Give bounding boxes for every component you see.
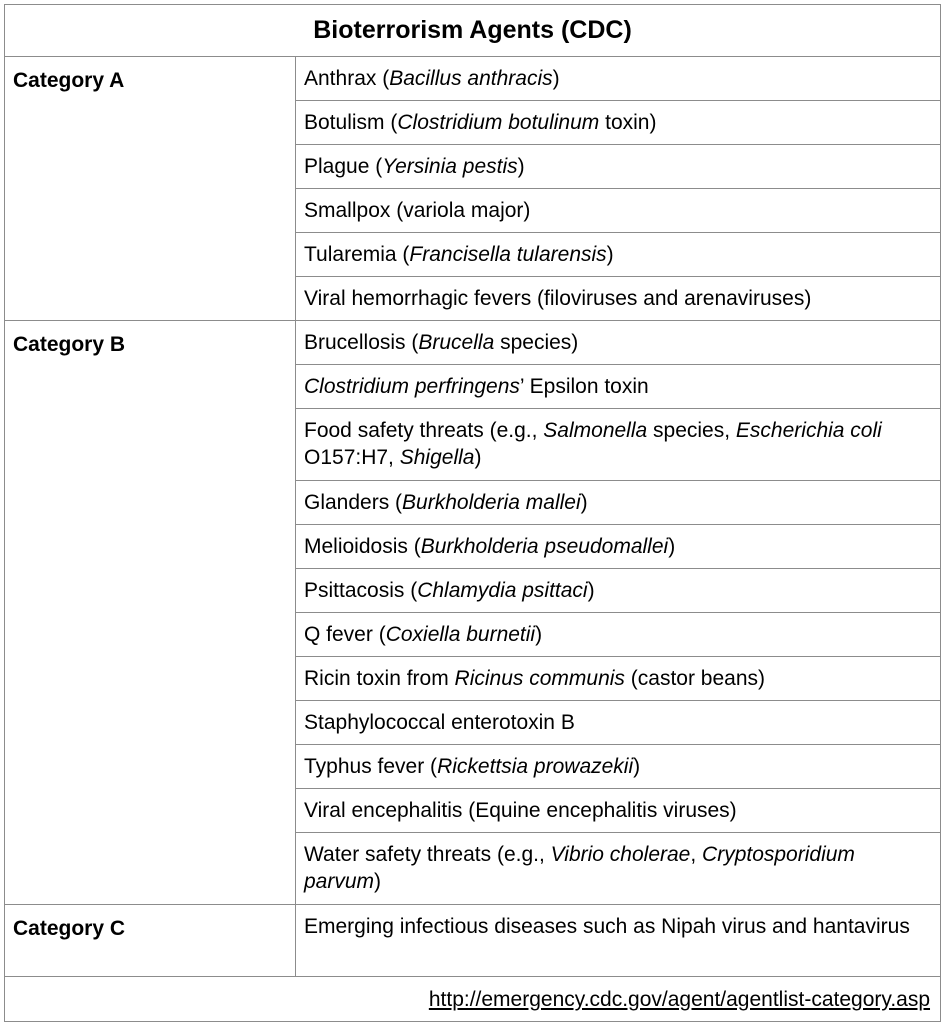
agent-cell [296,745,941,789]
agent-species-name: Salmonella [543,419,648,442]
agent-text: ’ Epsilon toxin [519,375,649,398]
agent-species-name: Rickettsia prowazekii [437,755,634,778]
bioterrorism-agents-table [4,4,941,1022]
agent-cell [296,905,941,977]
table-row [5,905,941,977]
agent-text: Tularemia ( [304,243,410,266]
agent-cell [296,365,941,409]
agent-species-name: Clostridium perfringens [304,375,520,398]
agent-cell [296,613,941,657]
agent-species-name: Chlamydia psittaci [417,579,588,602]
agent-species-name: Francisella tularensis [409,243,607,266]
agent-text: O157:H7, [304,446,400,469]
agent-cell [296,569,941,613]
agent-text: species, [647,419,736,442]
agent-text: Viral hemorrhagic fevers (filoviruses and arenaviruses) [304,287,812,310]
agent-species-name: Ricinus communis [454,667,625,690]
agent-text: Viral encephalitis (Equine encephalitis viruses) [304,799,737,822]
agent-text: ) [374,870,382,893]
agent-text: ) [552,67,560,90]
agent-text: Staphylococcal enterotoxin B [304,711,575,734]
agent-species-name: Cryptosporidium parvum [304,843,855,893]
agent-text: ) [587,579,595,602]
agent-text: toxin) [599,111,657,134]
category-label: Category B [5,321,296,905]
agent-text: ) [474,446,482,469]
agent-cell [296,145,941,189]
source-link[interactable]: http://emergency.cdc.gov/agent/agentlist-category.asp [428,987,931,1011]
agent-species-name: Yersinia pestis [382,155,518,178]
agent-text: Melioidosis ( [304,535,421,558]
agent-cell [296,321,941,365]
agent-text: Q fever ( [304,623,386,646]
agent-species-name: Clostridium botulinum [397,111,600,134]
agent-cell [296,277,941,321]
agent-text: (castor beans) [624,667,765,690]
table-row [5,57,941,101]
agent-text: ) [535,623,543,646]
agent-cell [296,481,941,525]
agent-cell [296,789,941,833]
agent-text: ) [517,155,525,178]
agent-cell [296,409,941,481]
source-row [5,977,941,1022]
agent-cell [296,525,941,569]
agent-text: Plague ( [304,155,383,178]
agent-text: Glanders ( [304,491,403,514]
agent-species-name: Coxiella burnetii [385,623,536,646]
agent-cell [296,833,941,905]
agent-species-name: Escherichia coli [735,419,882,442]
table-body [5,57,941,977]
agent-cell [296,57,941,101]
agent-text: Water safety threats (e.g., [304,843,551,866]
agent-text: ) [606,243,614,266]
source-cell [5,977,941,1022]
agent-species-name: Vibrio cholerae [550,843,691,866]
agent-text: Psittacosis ( [304,579,418,602]
agent-text: ) [580,491,588,514]
agent-cell [296,701,941,745]
category-label: Category A [5,57,296,321]
agent-cell [296,189,941,233]
agent-text: Ricin toxin from [304,667,455,690]
agent-text: Brucellosis ( [304,331,419,354]
agent-text: Typhus fever ( [304,755,438,778]
category-label: Category C [5,905,296,977]
agent-text: Emerging infectious diseases such as Nipah virus and hantavirus [304,915,910,938]
agent-text: species) [494,331,579,354]
agent-text: Botulism ( [304,111,398,134]
table-row [5,321,941,365]
agent-text: Anthrax ( [304,67,390,90]
table-title-row [5,5,941,57]
table-title: Bioterrorism Agents (CDC) [5,5,941,57]
agent-text: , [690,843,703,866]
agent-species-name: Shigella [399,446,475,469]
agent-species-name: Bacillus anthracis [389,67,553,90]
agent-text: Smallpox (variola major) [304,199,531,222]
agent-species-name: Burkholderia mallei [402,491,581,514]
agent-cell [296,657,941,701]
agent-species-name: Burkholderia pseudomallei [420,535,669,558]
agent-text: ) [633,755,641,778]
agent-species-name: Brucella [418,331,495,354]
agent-cell [296,233,941,277]
agent-cell [296,101,941,145]
bioterrorism-table-frame [4,4,940,1022]
agent-text: Food safety threats (e.g., [304,419,544,442]
agent-text: ) [668,535,676,558]
